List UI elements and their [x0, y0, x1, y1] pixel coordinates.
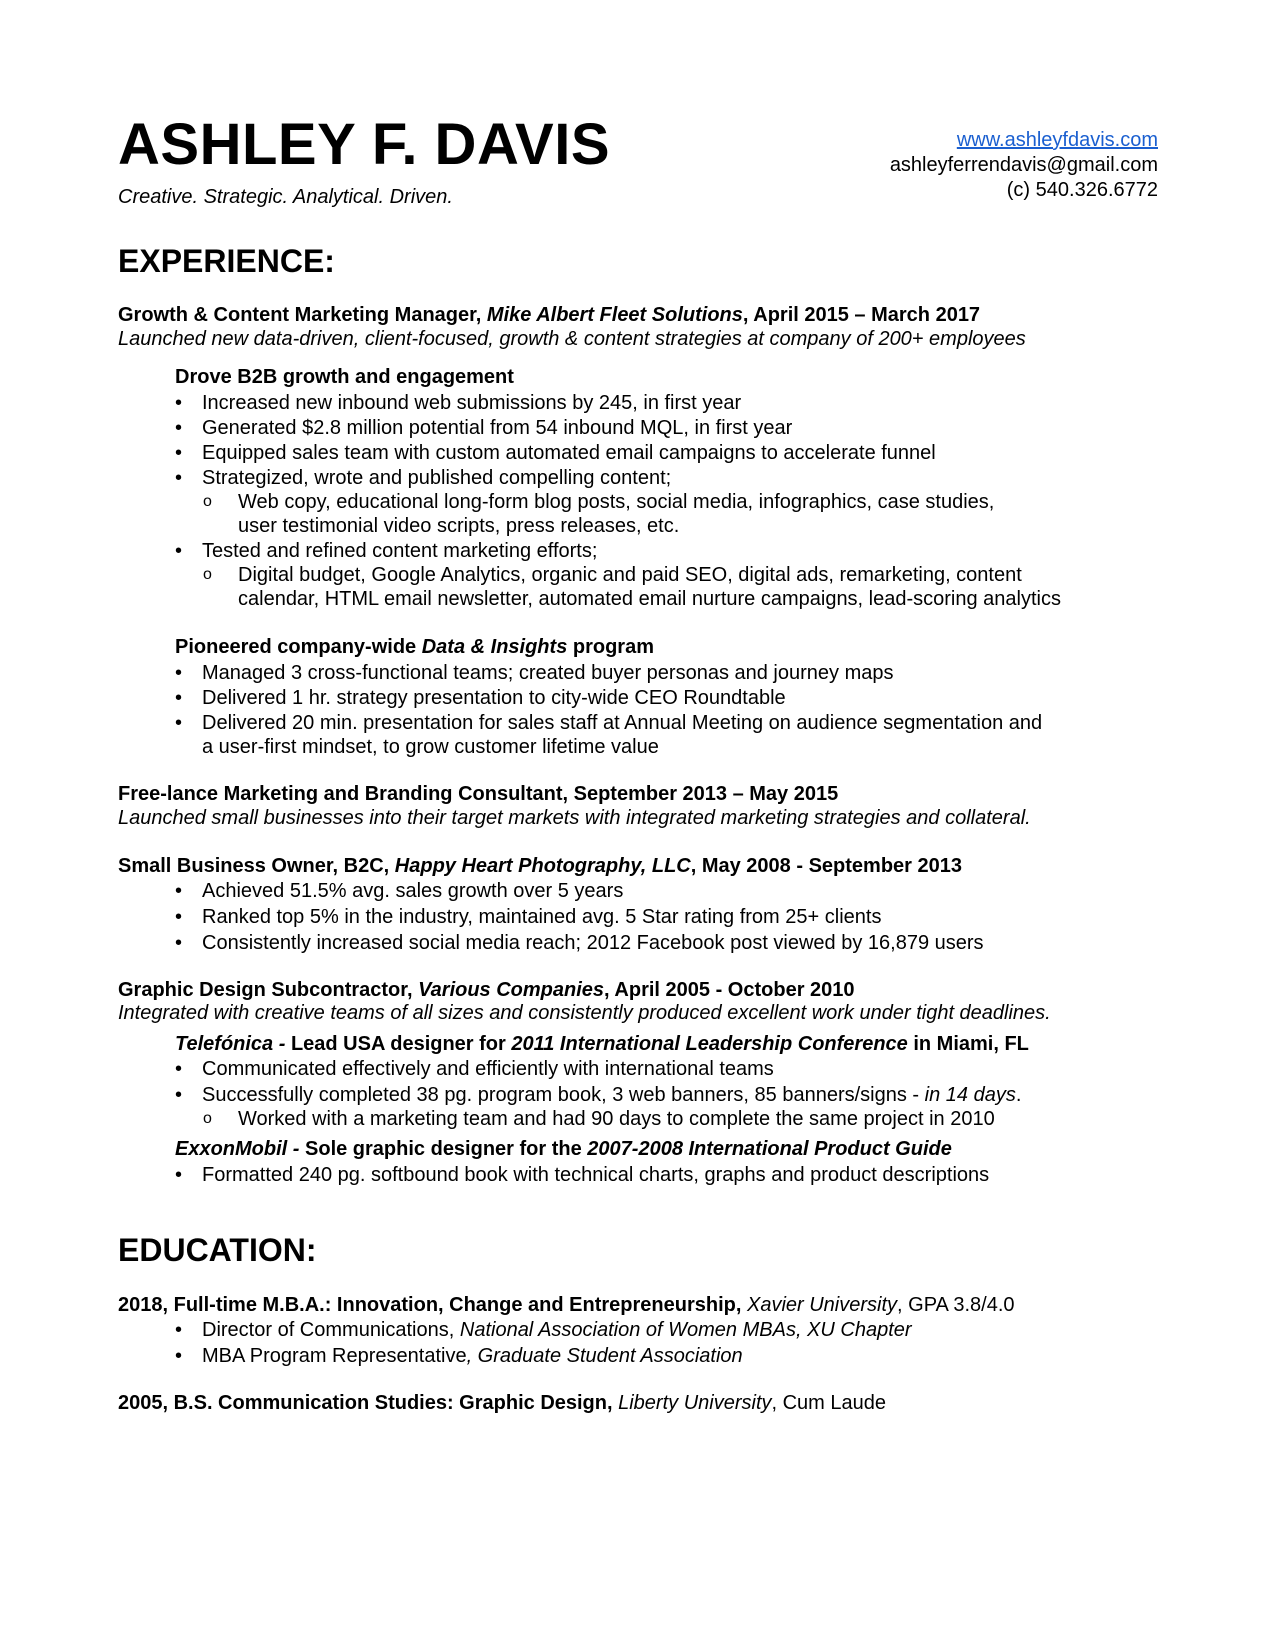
website-link[interactable]: www.ashleyfdavis.com — [956, 129, 1158, 151]
education-heading: EDUCATION: — [118, 1232, 317, 1268]
job-title-line: Small Business Owner, B2C, Happy Heart Photography, LLC, May 2008 - September 2013 — [118, 855, 962, 877]
subsection-heading: Pioneered company-wide Data & Insights program — [175, 636, 654, 658]
job-dates: , April 2015 – March 2017 — [742, 304, 981, 326]
job-title: Growth & Content Marketing Manager, — [118, 304, 487, 326]
degree-line: 2005, B.S. Communication Studies: Graphic Design, Liberty University, Cum Laude — [118, 1392, 887, 1414]
job-company: Mike Albert Fleet Solutions — [486, 304, 743, 326]
candidate-name: ASHLEY F. DAVIS — [118, 112, 611, 177]
job-summary: Launched small businesses into their target markets with integrated marketing strategies and collateral. — [118, 807, 1031, 829]
job-summary: Integrated with creative teams of all sizes and consistently produced excellent work under tight deadlines. — [118, 1002, 1051, 1024]
job-title-line: Graphic Design Subcontractor, Various Companies, April 2005 - October 2010 — [118, 979, 855, 1001]
contact-block — [890, 128, 1158, 203]
job-summary: Launched new data-driven, client-focused, growth & content strategies at company of 200+ employees — [118, 328, 1026, 350]
job-title-line — [118, 303, 980, 327]
phone-number: (c) 540.326.6772 — [1006, 179, 1158, 201]
job-title-line: Free-lance Marketing and Branding Consultant, September 2013 – May 2015 — [118, 783, 839, 805]
subsection-heading: Drove B2B growth and engagement — [175, 366, 514, 388]
client-heading: Telefónica - Lead USA designer for 2011 International Leadership Conference in Miami, FL — [175, 1033, 1029, 1055]
tagline: Creative. Strategic. Analytical. Driven. — [118, 186, 453, 208]
degree-line: 2018, Full-time M.B.A.: Innovation, Change and Entrepreneurship, Xavier University, GPA 3.8/4.0 — [118, 1294, 1015, 1316]
client-heading: ExxonMobil - Sole graphic designer for the 2007-2008 International Product Guide — [175, 1138, 952, 1160]
experience-heading: EXPERIENCE: — [118, 243, 335, 279]
email-address: ashleyferrendavis@gmail.com — [889, 154, 1158, 176]
